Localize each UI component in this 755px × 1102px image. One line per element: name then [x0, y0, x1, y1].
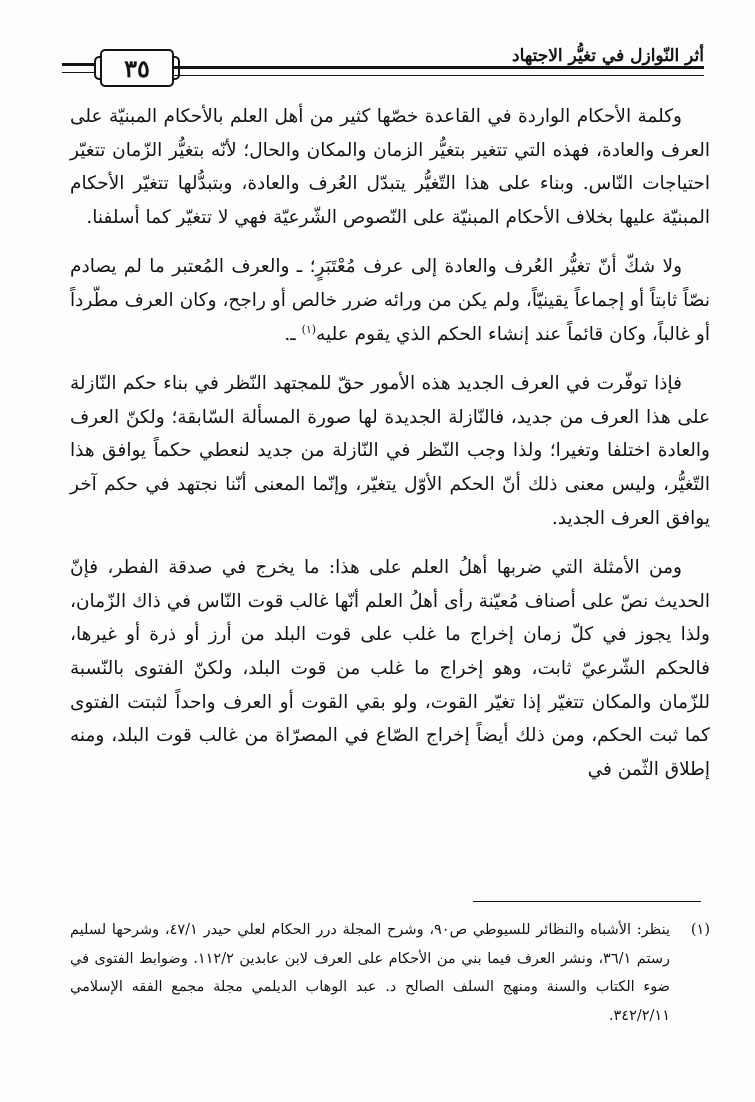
footnote-1	[70, 916, 710, 1030]
paragraph-1: وكلمة الأحكام الواردة في القاعدة خصّها كثير من أهل العلم بالأحكام المبنيّة على العرف والعادة، فهذه التي تتغير بتغيُّر الزمان والمكان والحال؛ لأنّه بتغيُّر الزّمان تتغيّر احتياجات النّاس. وبناء على هذا التّغيُّر يتبدّل العُرف والعادة، وبتبدُّلها تتغيّر الأحكام المبنيّة عليها بخلاف الأحكام المبنيّة على النّصوص الشّرعيّة فهي لا تتغيّر كما أسلفنا.	[70, 106, 710, 228]
paragraph-3: فإذا توفّرت في العرف الجديد هذه الأمور حقّ للمجتهد النّظر في بناء حكم النّازلة على هذا العرف من جديد، فالنّازلة الجديدة لها صورة المسألة السّابقة؛ ولكنّ العرف والعادة اختلفا وتغيرا؛ ولذا وجب النّظر في النّازلة من جديد لنعطي حكماً يوافق هذا التّغيُّر، وليس معنى ذلك أنّ الحكم الأوّل يتغيّر، وإنّما المعنى أنّنا نجتهد في حكم آخر يوافق العرف الجديد.	[70, 373, 710, 529]
page-number-frame	[100, 49, 174, 87]
header-side-rule	[62, 63, 96, 73]
header-rule	[174, 66, 704, 76]
page-number: ٣٥	[124, 53, 150, 83]
footnote-separator	[473, 901, 701, 902]
page-header	[62, 40, 704, 92]
footnote-reference[interactable]: (١)	[301, 322, 317, 336]
footnotes	[70, 916, 710, 1030]
paragraph-2-tail: ـ.	[284, 323, 302, 345]
paragraph-4: ومن الأمثلة التي ضربها أهلُ العلم على هذا: ما يخرج في صدقة الفطر، فإنّ الحديث نصّ على أصناف مُعيّنة رأى أهلُ العلم أنّها غالب قوت النّاس في ذاك الزّمان، ولذا يجوز في كلّ زمان إخراج ما غلب على قوت البلد من أرز أو ذرة أو غيرها، فالحكم الشّرعيّ ثابت، وهو إخراج ما غلب من قوت البلد، ولكنّ الفتوى بالنّسبة للزّمان والمكان تتغيّر إذا تغيّر القوت، ولو بقي القوت أو العرف واحداً لثبتت الفتوى كما ثبت الحكم، ومن ذلك أيضاً إخراج الصّاع في المصرّاة من غالب قوت البلد، ومنه إطلاق الثّمن في	[70, 557, 710, 780]
paragraph-2-text: ولا شكّ أنّ تغيُّر العُرف والعادة إلى عرف مُعْتَبَرٍ؛ ـ والعرف المُعتبر ما لم يصادم نصّاً ثابتاً أو إجماعاً يقينيّاً، ولم يكن من ورائه ضرر خالص أو راجح، وكان العرف مطّرداً أو غالباً، وكان قائماً عند إنشاء الحكم الذي يقوم عليه	[70, 256, 710, 345]
paragraph-2	[70, 250, 710, 351]
footnote-text: ينظر: الأشباه والنظائر للسيوطي ص٩٠، وشرح المجلة درر الحكام لعلي حيدر ٤٧/١، وشرحها لسليم رستم ٣٦/١، ونشر العرف فيما بني من الأحكام على العرف لابن عابدين ١١٢/٢. وضوابط الفتوى في ضوء الكتاب والسنة ومنهج السلف الصالح د. عبد الوهاب الديلمي مجلة مجمع الفقه الإسلامي ٣٤٢/٢/١١.	[70, 922, 670, 1024]
footnote-marker: (١)	[690, 922, 710, 938]
body-text	[70, 100, 710, 802]
running-title: أثر النّوازل في تغيُّر الاجتهاد	[512, 46, 704, 66]
